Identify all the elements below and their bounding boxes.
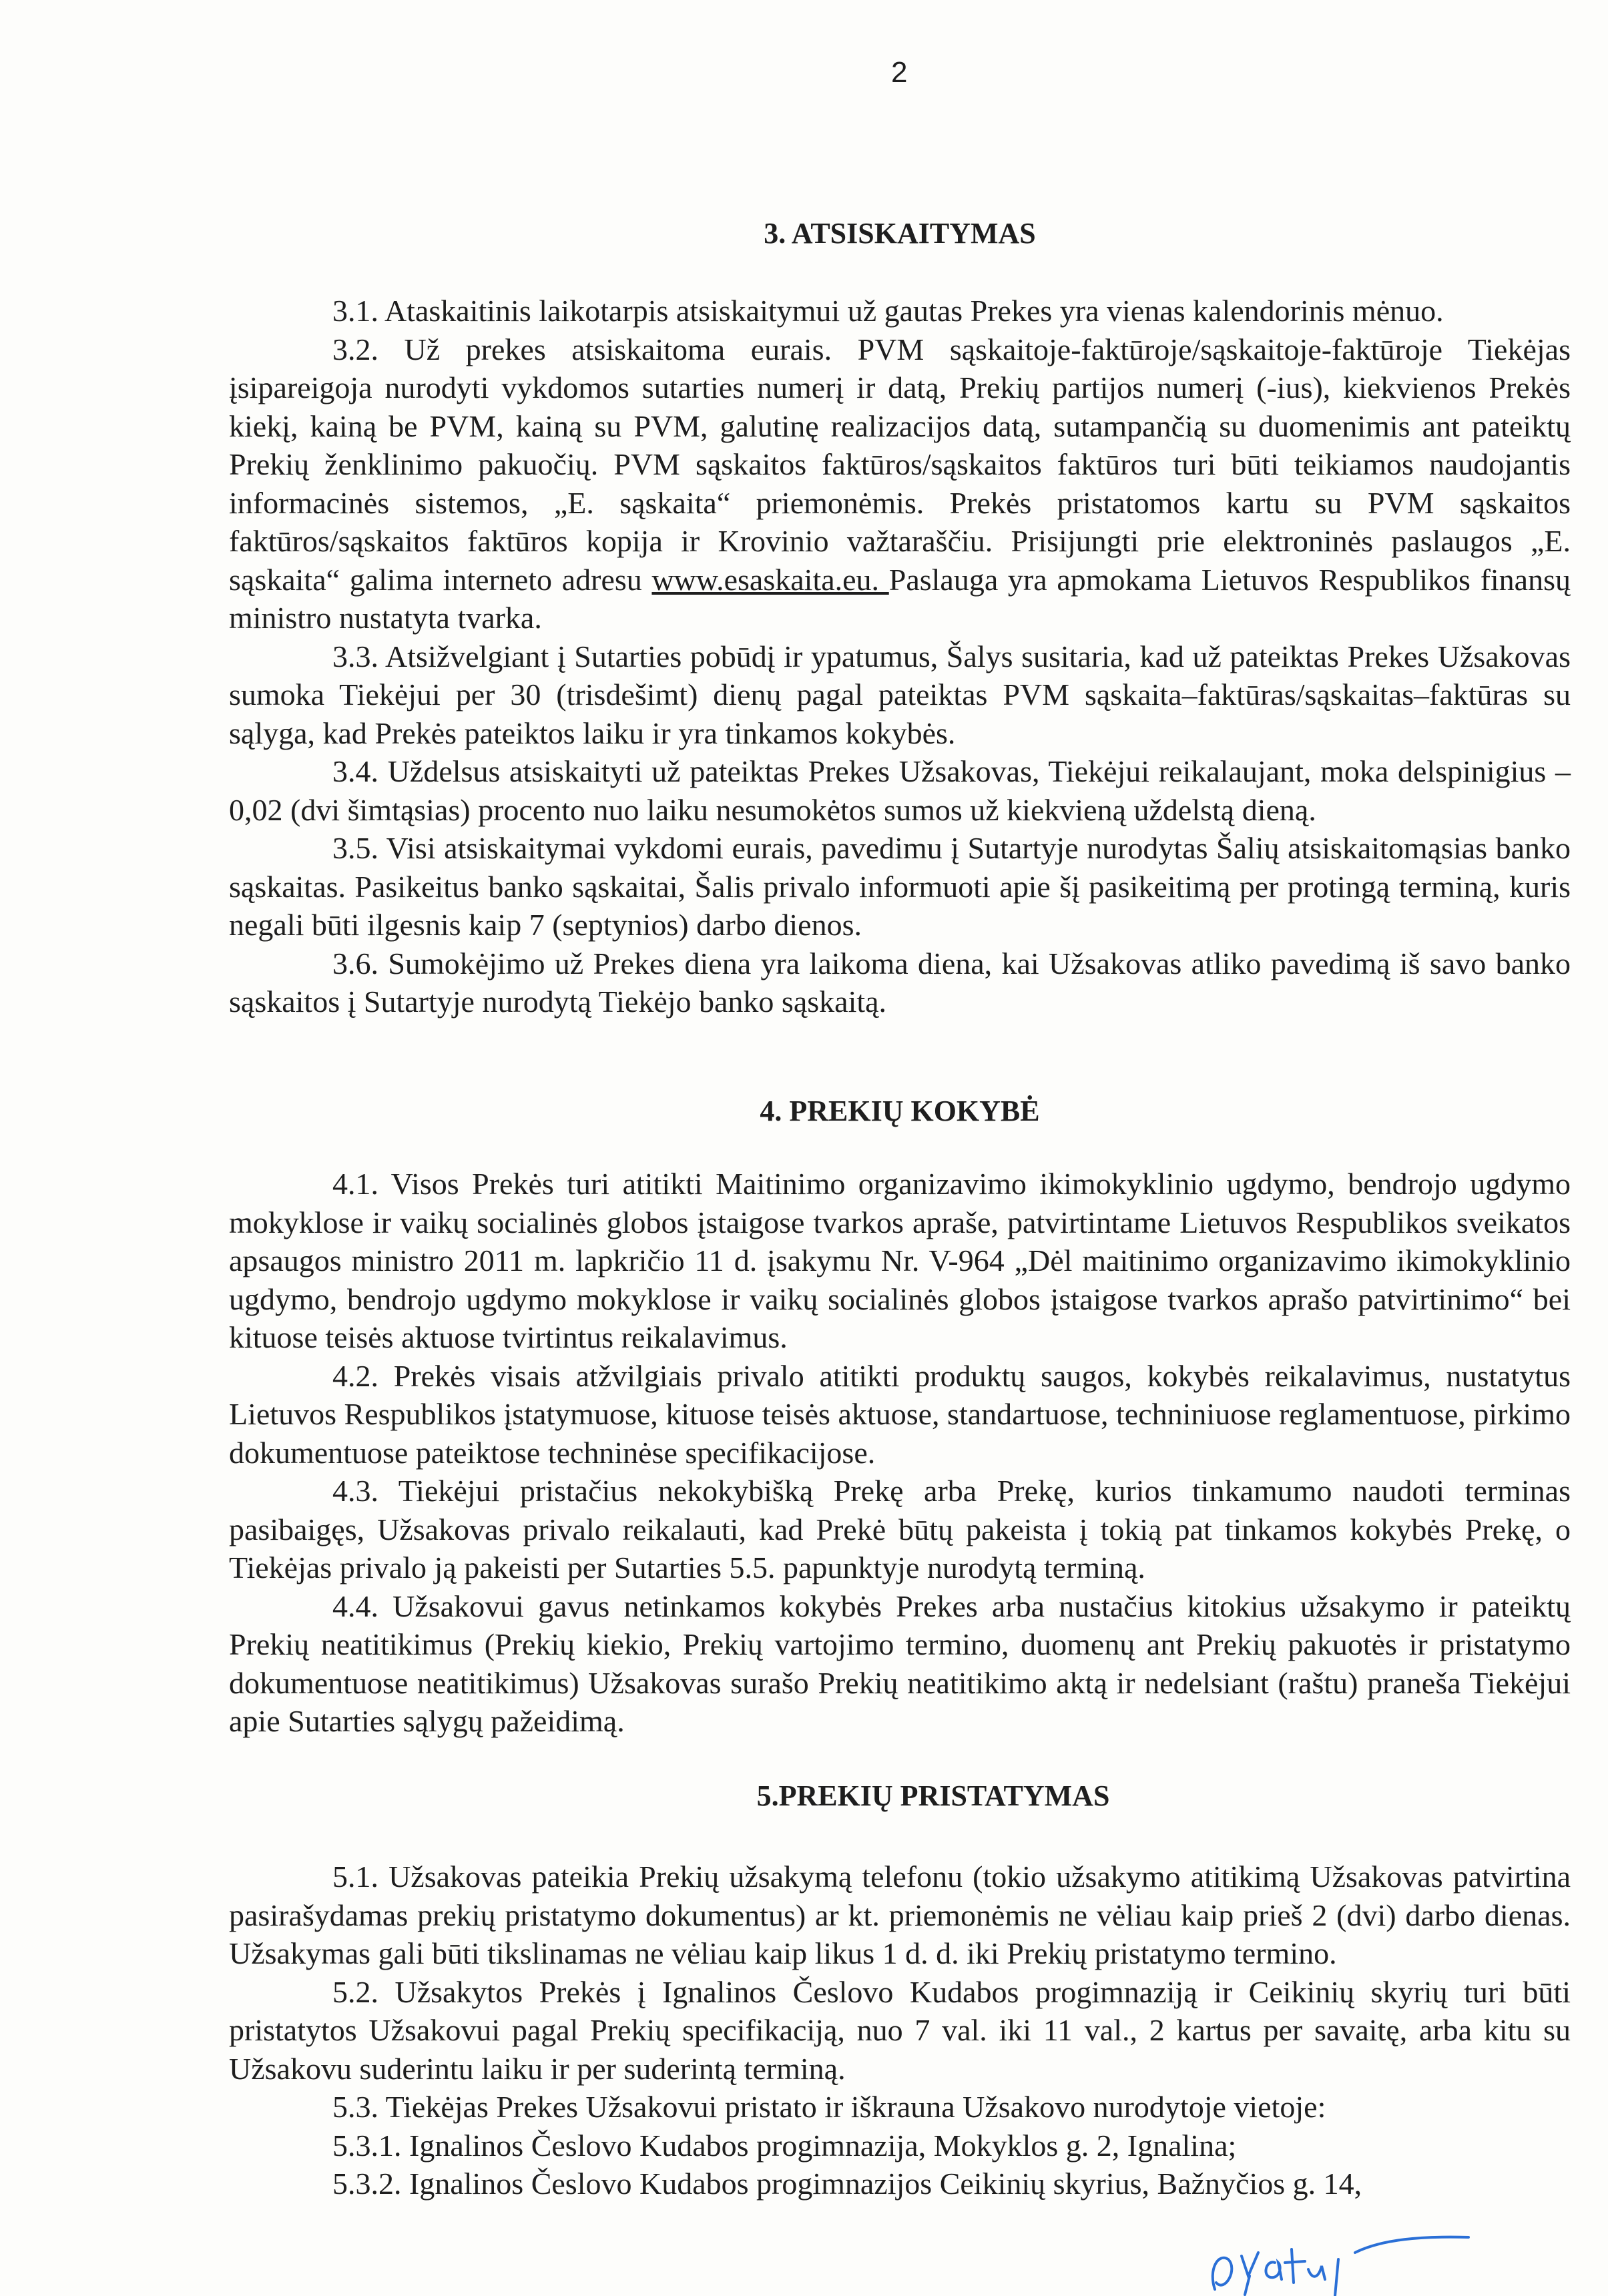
paragraph-4-1: 4.1. Visos Prekės turi atitikti Maitinimo organizavimo ikimokyklinio ugdymo, bendrojo ugdymo mokyklose ir vaikų socialinės globos įstaigose tvarkos apraše, patvirtintame Lietuvos Respublikos sveikatos apsaugos ministro 2011 m. lapkričio 11 d. įsakymu Nr. V-964 „Dėl maitinimo organizavimo ikimokyklinio ugdymo, bendrojo ugdymo mokyklose ir vaikų socialinės globos įstaigose tvarkos aprašo patvirtinimo“ bei kituose teisės aktuose tvirtintus reikalavimus. [229,1167,1571,1354]
paragraph-5-2: 5.2. Užsakytos Prekės į Ignalinos Česlovo Kudabos progimnaziją ir Ceikinių skyrių turi būti pristatytos Užsakovui pagal Prekių specifikaciją, nuo 7 val. iki 11 val., 2 kartus per savaitę, arba kitu su Užsakovu suderintu laiku ir per suderintą terminą. [229,1974,1571,2086]
paragraph-4-3: 4.3. Tiekėjui pristačius nekokybišką Prekę arba Prekę, kurios tinkamumo naudoti terminas pasibaigęs, Užsakovas privalo reikalauti, kad Prekė būtų pakeista į tokią pat tinkamos kokybės Prekę, o Tiekėjas privalo ją pakeisti per Sutarties 5.5. papunktyje nurodytą terminą. [229,1474,1571,1585]
paragraph-4-2: 4.2. Prekės visais atžvilgiais privalo atitikti produktų saugos, kokybės reikalavimus, nustatytus Lietuvos Respublikos įstatymuose, kituose teisės aktuose, standartuose, techniniuose reglamentuose, pirkimo dokumentuose pateiktose techninėse specifikacijose. [229,1358,1571,1470]
paragraph-4-4: 4.4. Užsakovui gavus netinkamos kokybės Prekes arba nustačius kitokius užsakymo ir pateiktų Prekių neatitikimus (Prekių kiekio, Prekių vartojimo termino, duomenų ant Prekių pakuotės ir pristatymo dokumentuose neatitikimus) Užsakovas surašo Prekių neatitikimo aktą ir nedelsiant (raštu) praneša Tiekėjui apie Sutarties sąlygų pažeidimą. [229,1589,1571,1738]
paragraph-3-4: 3.4. Uždelsus atsiskaityti už pateiktas Prekes Užsakovas, Tiekėjui reikalaujant, moka delspinigius – 0,02 (dvi šimtąsias) procento nuo laiku nesumokėtos sumos už kiekvieną uždelstą dieną. [229,754,1571,827]
esaskaita-link[interactable]: www.esaskaita.eu. [651,562,889,597]
paragraph-3-2-tail: Paslauga yra apmokama Lietuvos Respublikos finansų ministro nustatyta tvarka. [229,562,1571,635]
paragraph-5-3-1: 5.3.1. Ignalinos Česlovo Kudabos progimnazija, Mokyklos g. 2, Ignalina; [332,2128,1237,2163]
page-number: 2 [891,56,908,89]
signature [1201,2229,1482,2296]
paragraph-3-3: 3.3. Atsižvelgiant į Sutarties pobūdį ir ypatumus, Šalys susitaria, kad už pateiktas Prekes Užsakovas sumoka Tiekėjui per 30 (trisdešimt) dienų pagal pateiktas PVM sąskaita–faktūras/sąskaitas–faktūras su sąlyga, kad Prekės pateiktos laiku ir yra tinkamos kokybės. [229,639,1571,750]
paragraph-5-3-2: 5.3.2. Ignalinos Česlovo Kudabos progimnazijos Ceikinių skyrius, Bažnyčios g. 14, [332,2167,1362,2201]
section-body-3 [229,292,1571,1021]
section-body-5 [229,1857,1571,2203]
paragraph-3-1: 3.1. Ataskaitinis laikotarpis atsiskaitymui už gautas Prekes yra vienas kalendorinis mėnuo. [332,294,1444,328]
paragraph-3-2-text: 3.2. Už prekes atsiskaitoma eurais. PVM sąskaitoje-faktūroje/sąskaitoje-faktūroje Tiekėjas įsipareigoja nurodyti vykdomos sutarties numerį ir datą, Prekių partijos numerį (-ius), kiekvienos Prekės kiekį, kainą be PVM, kainą su PVM, galutinę realizacijos datą, sutampančią su duomenimis ant pateiktų Prekių ženklinimo pakuočių. PVM sąskaitos faktūros/sąskaitos faktūros turi būti teikiamos naudojantis informacinės sistemos, „E. sąskaita“ priemonėmis. Prekės pristatomos kartu su PVM sąskaitos faktūros/sąskaitos faktūros kopija ir Krovinio važtaraščiu. Prisijungti prie elektroninės paslaugos „E. sąskaita“ galima interneto adresu [229,332,1571,597]
paragraph-5-3: 5.3. Tiekėjas Prekes Užsakovui pristato ir iškrauna Užsakovo nurodytoje vietoje: [332,2090,1326,2124]
section-heading-4: 4. PREKIŲ KOKYBĖ [760,1095,1040,1127]
paragraph-5-1: 5.1. Užsakovas pateikia Prekių užsakymą telefonu (tokio užsakymo atitikimą Užsakovas patvirtina pasirašydamas prekių pristatymo dokumentus) ar kt. priemonėmis ne vėliau kaip prieš 2 (dvi) darbo dienas. Užsakymas gali būti tikslinamas ne vėliau kaip likus 1 d. d. iki Prekių pristatymo termino. [229,1859,1571,1970]
section-heading-5: 5.PREKIŲ PRISTATYMAS [756,1779,1110,1812]
section-body-4 [229,1165,1571,1741]
paragraph-3-2 [229,330,1571,637]
paragraph-3-6: 3.6. Sumokėjimo už Prekes diena yra laikoma diena, kai Užsakovas atliko pavedimą iš savo banko sąskaitos į Sutartyje nurodytą Tiekėjo banko sąskaitą. [229,946,1571,1019]
paragraph-3-5: 3.5. Visi atsiskaitymai vykdomi eurais, pavedimu į Sutartyje nurodytas Šalių atsiskaitomąsias banko sąskaitas. Pasikeitus banko sąskaitai, Šalis privalo informuoti apie šį pasikeitimą per protingą terminą, kuris negali būti ilgesnis kaip 7 (septynios) darbo dienos. [229,831,1571,942]
section-heading-3: 3. ATSISKAITYMAS [764,217,1036,250]
